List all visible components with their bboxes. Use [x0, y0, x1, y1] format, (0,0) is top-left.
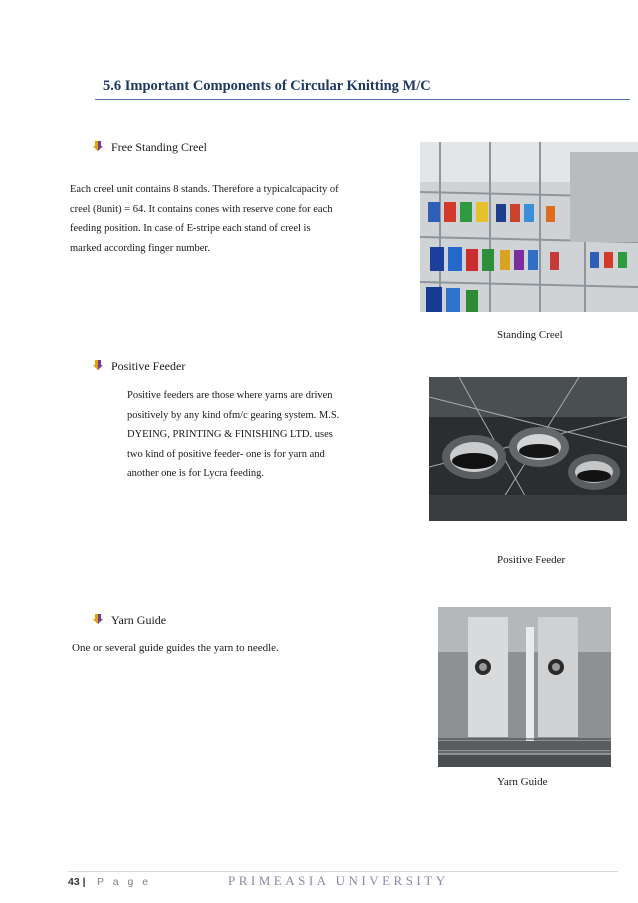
bullet-label: Yarn Guide — [111, 613, 167, 627]
bullet-label: Positive Feeder — [111, 359, 186, 373]
standing-creel-photo — [420, 142, 638, 312]
yarn-guide-paragraph — [72, 639, 372, 659]
bullet-arrow-icon — [92, 613, 104, 625]
text-line: another one is for Lycra feeding. — [127, 468, 265, 479]
bullet-yarn-guide — [92, 613, 166, 628]
caption-yarn-guide: Yarn Guide — [497, 776, 548, 788]
page-number — [68, 876, 86, 888]
text-line: One or several guide guides the yarn to needle. — [72, 642, 279, 654]
bullet-label: Free Standing Creel — [111, 140, 207, 154]
text-line: Positive feeders are those where yarns are driven — [127, 390, 333, 401]
bullet-free-standing-creel — [92, 140, 207, 155]
bullet-arrow-icon — [92, 140, 104, 152]
text-line: Each creel unit contains 8 stands. Therefore a typicalcapacity of — [70, 184, 339, 195]
text-line: marked according finger number. — [70, 242, 210, 254]
text-line: positively by any kind ofm/c gearing system. M.S. — [127, 409, 340, 421]
footer-university: PRIMEASIA UNIVERSITY — [228, 873, 449, 888]
heading-underline — [95, 99, 630, 100]
page-number-value: 43 — [68, 876, 80, 888]
text-line: feeding position. In case of E-stripe each stand of creel is — [70, 223, 311, 234]
page-label: P a g e — [97, 876, 152, 888]
text-line: DYEING, PRINTING & FINISHING LTD. uses — [127, 429, 333, 440]
yarn-guide-photo — [438, 607, 611, 767]
section-heading: 5.6 Important Components of Circular Knitting M/C — [103, 78, 431, 94]
caption-standing-creel: Standing Creel — [497, 329, 563, 341]
feeder-paragraph — [127, 386, 387, 484]
caption-positive-feeder: Positive Feeder — [497, 554, 566, 566]
positive-feeder-photo — [429, 377, 627, 521]
creel-paragraph — [70, 180, 400, 258]
page-separator: | — [82, 876, 86, 888]
bullet-positive-feeder — [92, 359, 185, 374]
bullet-arrow-icon — [92, 359, 104, 371]
text-line: creel (8unit) = 64. It contains cones with reserve cone for each — [70, 203, 333, 215]
footer-rule — [68, 871, 618, 872]
text-line: two kind of positive feeder- one is for yarn and — [127, 448, 325, 460]
